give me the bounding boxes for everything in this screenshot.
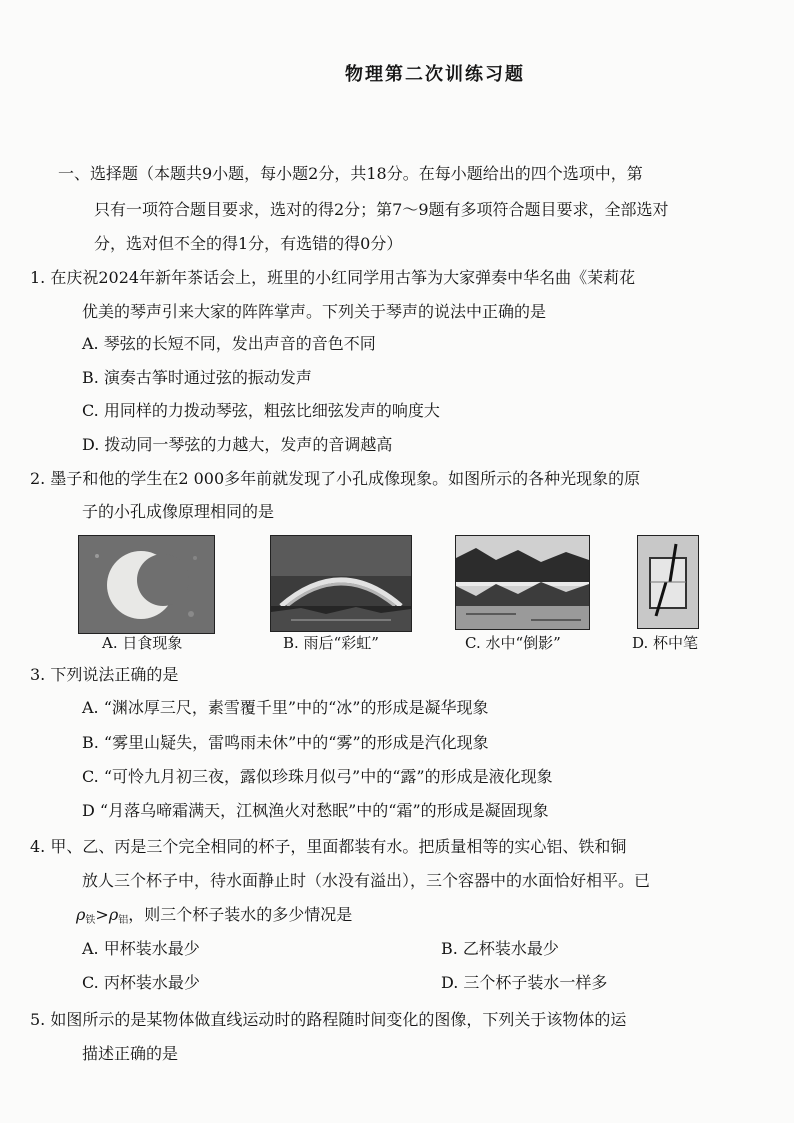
q3-option-d: D “月落乌啼霜满天，江枫渔火对愁眠”中的“霜”的形成是凝固现象 [82,801,549,820]
figure-caption-c: C. 水中“倒影” [465,634,561,652]
figure-pen-in-cup [637,535,699,629]
q1-stem-line-2: 优美的琴声引来大家的阵阵掌声。下列关于琴声的说法中正确的是 [82,302,547,321]
q5-stem-line-2: 描述正确的是 [82,1044,179,1063]
q4-option-d: D. 三个杯子装水一样多 [441,973,608,992]
q4-option-c: C. 丙杯装水最少 [82,973,200,992]
q3-stem: 3. 下列说法正确的是 [30,665,179,684]
q4-stem-line-3-text: ，则三个杯子装水的多少情况是 [128,905,353,924]
q1-option-b: B. 演奏古筝时通过弦的振动发声 [82,368,312,387]
q4-stem-line-3 [76,905,352,931]
figure-caption-a: A. 日食现象 [102,634,183,652]
rho-symbol: ρ [108,905,119,924]
q4-stem-line-2: 放人三个杯子中，待水面静止时（水没有溢出），三个容器中的水面恰好相平。已 [82,871,651,890]
page-title: 物理第二次训练习题 [345,64,525,85]
q4-stem-line-1: 4. 甲、乙、丙是三个完全相同的杯子，里面都装有水。把质量相等的实心铝、铁和铜 [30,837,627,856]
figure-caption-b: B. 雨后“彩虹” [283,634,379,652]
q4-option-a: A. 甲杯装水最少 [82,939,200,958]
section-header-line-3: 分，选对但不全的得1分，有选错的得0分） [94,234,403,253]
figure-caption-d: D. 杯中笔 [632,634,699,652]
figure-rainbow [270,535,412,632]
q1-option-a: A. 琴弦的长短不同，发出声音的音色不同 [82,334,376,353]
q1-stem-line-1: 1. 在庆祝2024年新年茶话会上，班里的小红同学用古筝为大家弹奏中华名曲《茉莉花 [30,268,636,287]
q3-option-c: C. “可怜九月初三夜，露似珍珠月似弓”中的“露”的形成是液化现象 [82,767,553,786]
section-header-line-1: 一、选择题（本题共9小题，每小题2分，共18分。在每小题给出的四个选项中，第 [58,164,643,183]
q4-option-b: B. 乙杯装水最少 [441,939,559,958]
q1-option-c: C. 用同样的力拨动琴弦，粗弦比细弦发声的响度大 [82,401,440,420]
subscript-aluminum: 铝 [118,915,129,926]
q2-stem-line-1: 2. 墨子和他的学生在2 000多年前就发现了小孔成像现象。如图所示的各种光现象的原 [30,469,641,488]
q5-stem-line-1: 5. 如图所示的是某物体做直线运动时的路程随时间变化的图像，下列关于该物体的运 [30,1010,627,1029]
subscript-iron: 铁 [85,915,96,926]
figure-solar-eclipse [78,535,215,634]
q2-stem-line-2: 子的小孔成像原理相同的是 [82,502,275,521]
q1-option-d: D. 拨动同一琴弦的力越大，发声的音调越高 [82,435,393,454]
q3-option-b: B. “雾里山疑失，雷鸣雨未休”中的“雾”的形成是汽化现象 [82,733,489,752]
greater-than-sign: > [95,905,109,924]
q3-option-a: A. “渊冰厚三尺，素雪覆千里”中的“冰”的形成是凝华现象 [82,698,489,717]
figure-water-reflection [455,535,590,630]
rho-symbol: ρ [76,905,86,924]
section-header-line-2: 只有一项符合题目要求，选对的得2分；第7～9题有多项符合题目要求，全部选对 [94,200,669,219]
